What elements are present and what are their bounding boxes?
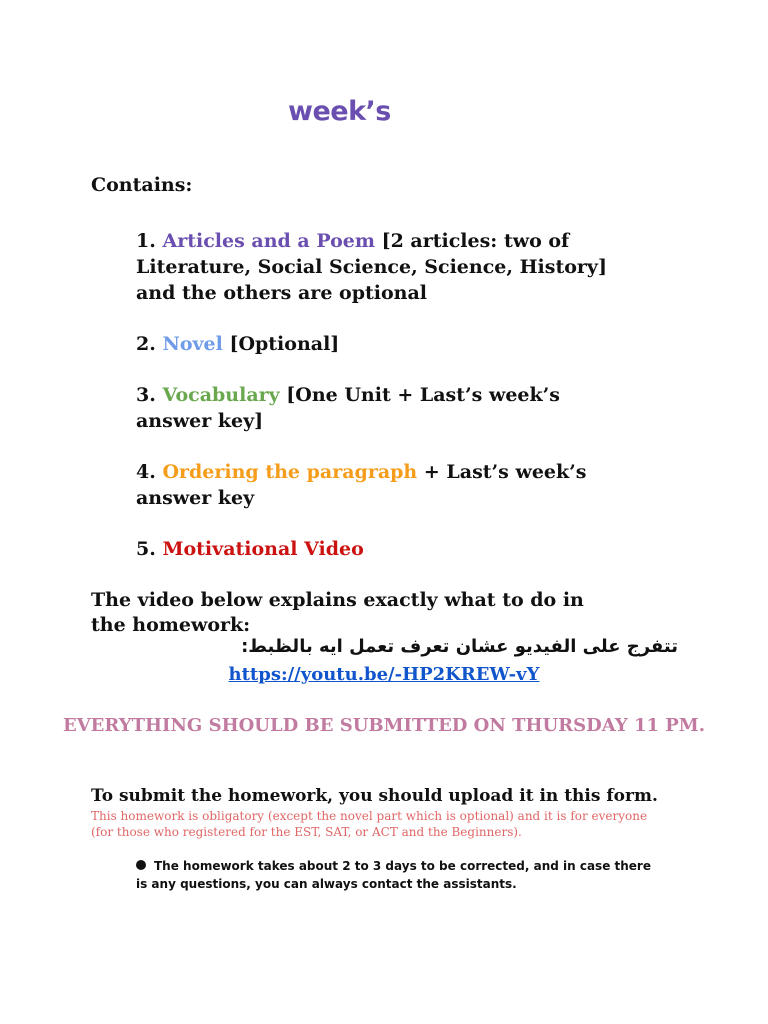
item-number: 4. bbox=[136, 461, 163, 483]
item-number: 2. bbox=[136, 333, 163, 355]
item-number: 3. bbox=[136, 384, 163, 406]
arabic-instruction: تتفرج على الفيديو عشان تعرف تعمل ايه بالظبط: bbox=[241, 636, 678, 657]
bullet-icon bbox=[136, 860, 146, 870]
video-link[interactable]: https://youtu.be/-HP2KREW-vY bbox=[228, 664, 540, 685]
item-description: [2 articles: two of Literature, Social Science, Science, History] and the others are optional bbox=[136, 230, 607, 304]
list-item bbox=[136, 382, 616, 434]
item-label: Vocabulary bbox=[162, 384, 280, 406]
submit-instruction: To submit the homework, you should upload it in this form. bbox=[91, 786, 658, 806]
homework-items-list bbox=[136, 228, 616, 587]
item-number: 1. bbox=[136, 230, 163, 252]
item-label: Ordering the paragraph bbox=[162, 461, 418, 483]
video-intro-text: The video below explains exactly what to do in the homework: bbox=[91, 589, 584, 636]
item-label: Novel bbox=[162, 333, 223, 355]
obligatory-note: This homework is obligatory (except the novel part which is optional) and it is for everyone (for those who registered for the EST, SAT, or ACT and the Beginners). bbox=[91, 809, 648, 839]
item-description: [Optional] bbox=[222, 333, 340, 355]
item-description: + Last’s week’s answer key bbox=[136, 461, 587, 509]
contains-heading: Contains: bbox=[91, 174, 193, 196]
item-label: Articles and a Poem bbox=[162, 230, 375, 252]
list-item bbox=[136, 459, 616, 511]
list-item bbox=[136, 228, 616, 306]
bullet-text: The homework takes about 2 to 3 days to be corrected, and in case there is any questions, you can always contact the assistants. bbox=[136, 859, 651, 891]
item-number: 5. bbox=[136, 538, 163, 560]
deadline-notice: EVERYTHING SHOULD BE SUBMITTED ON THURSDAY 11 PM. bbox=[63, 715, 705, 736]
correction-bullet bbox=[136, 857, 656, 893]
item-label: Motivational Video bbox=[162, 538, 364, 560]
list-item bbox=[136, 536, 616, 562]
page-title: week’s bbox=[288, 96, 391, 127]
list-item bbox=[136, 331, 616, 357]
item-description: [One Unit + Last’s week’s answer key] bbox=[136, 384, 560, 432]
